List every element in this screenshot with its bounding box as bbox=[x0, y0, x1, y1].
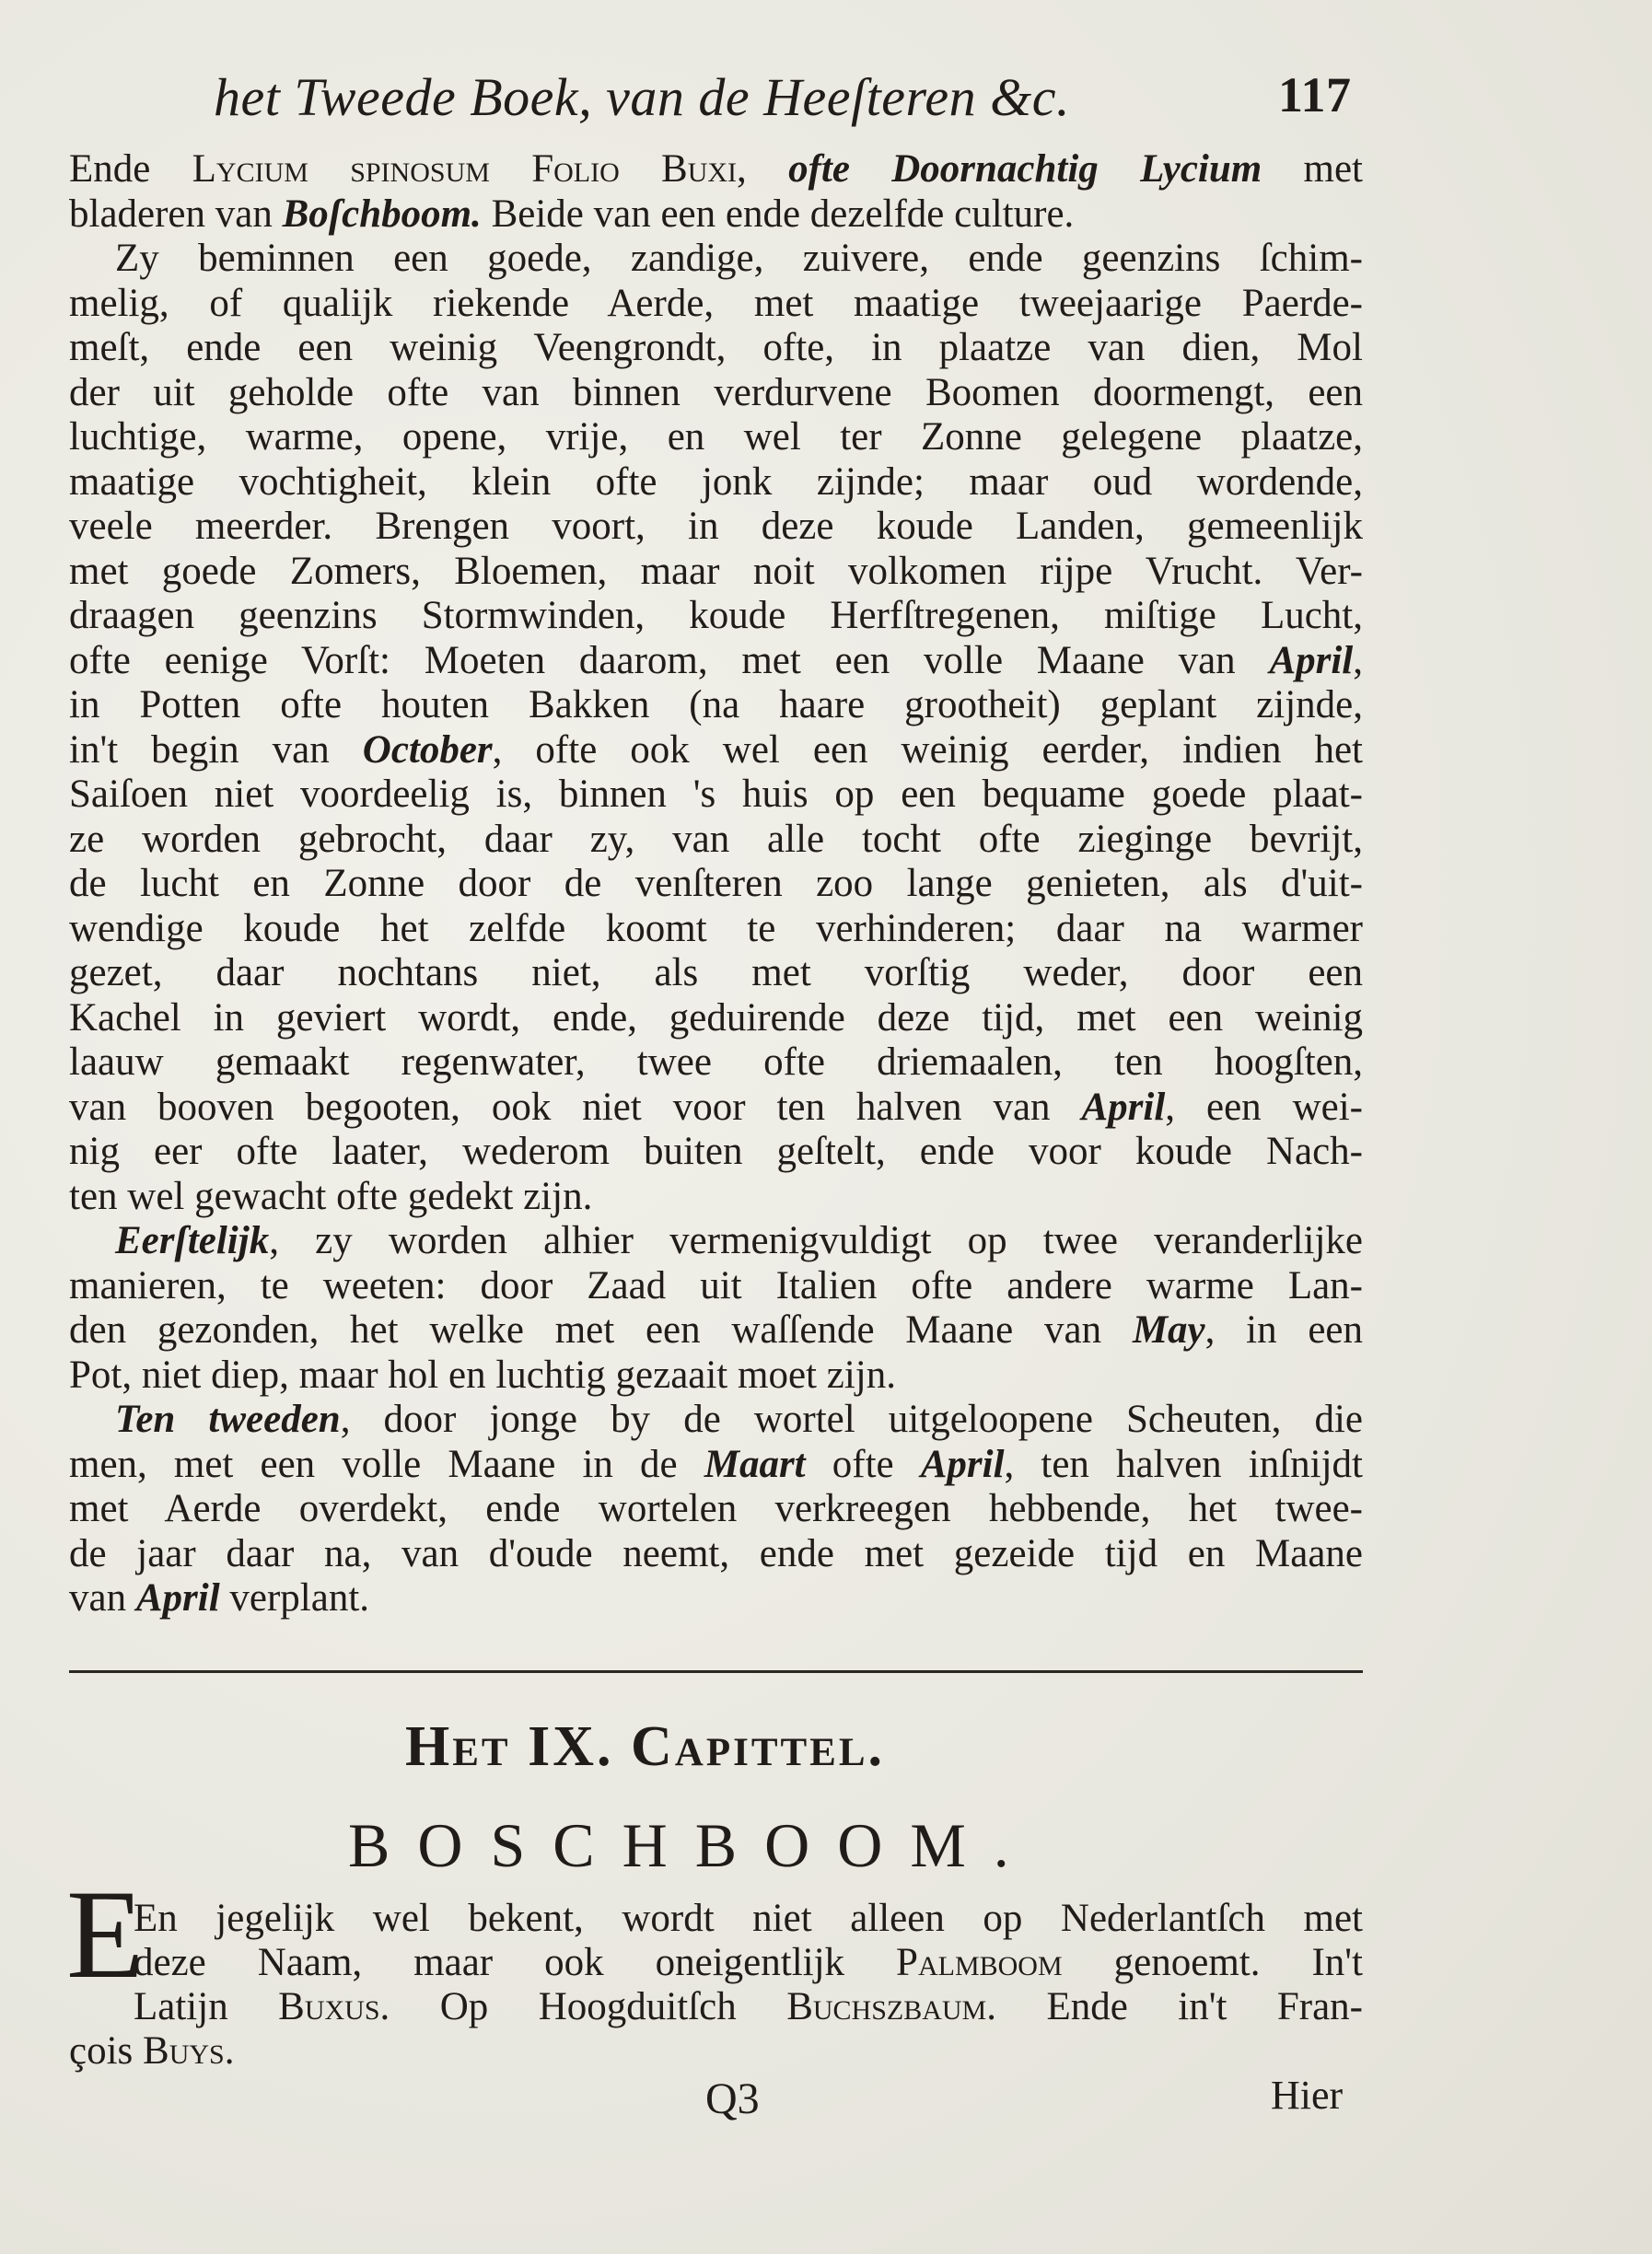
text-line bbox=[69, 862, 1363, 907]
text-segment: çois bbox=[69, 2029, 144, 2073]
text-segment: ofte eenige Vorſt: Moeten daarom, met een volle Maane van bbox=[69, 638, 1270, 682]
text-line bbox=[69, 683, 1363, 728]
text-line bbox=[69, 237, 1363, 282]
text-segment: , een wei- bbox=[1165, 1085, 1363, 1129]
italic-text: April bbox=[920, 1442, 1005, 1486]
text-segment: manieren, te weeten: door Zaad uit Italien ofte andere warme Lan- bbox=[69, 1263, 1363, 1307]
text-segment: met Aerde overdekt, ende wortelen verkreegen hebbende, het twee- bbox=[69, 1487, 1363, 1530]
text-line bbox=[69, 282, 1363, 327]
text-segment: En jegelijk wel bekent, wordt niet alleen op Nederlantſch met bbox=[134, 1897, 1363, 1940]
body-text bbox=[69, 147, 1363, 1621]
text-line bbox=[69, 1487, 1363, 1532]
italic-text: April bbox=[1269, 638, 1354, 682]
text-line bbox=[69, 1264, 1363, 1309]
text-segment: ten wel gewacht ofte gedekt zijn. bbox=[69, 1174, 593, 1218]
text-line bbox=[69, 728, 1363, 773]
text-segment: Kachel in geviert wordt, ende, geduirende deze tijd, met een weinig bbox=[69, 995, 1363, 1040]
text-segment: Beide van een ende dezelfde culture. bbox=[481, 192, 1075, 236]
text-line bbox=[69, 460, 1363, 505]
text-line bbox=[69, 1308, 1363, 1354]
text-segment: van booven begooten, ook niet voor ten halven van bbox=[69, 1085, 1082, 1129]
small-caps-text: Buchszbaum bbox=[786, 1985, 987, 2028]
text-line bbox=[69, 1130, 1363, 1175]
text-segment: den gezonden, het welke met een waſſende Maane van bbox=[69, 1308, 1133, 1352]
chapter-heading: Het IX. Capittel. bbox=[405, 1715, 886, 1778]
text-line bbox=[69, 818, 1363, 863]
text-line bbox=[69, 1532, 1363, 1577]
text-segment: . bbox=[224, 2029, 235, 2073]
italic-text: April bbox=[135, 1576, 220, 1620]
italic-text: Eerſtelijk bbox=[115, 1219, 270, 1262]
text-line bbox=[69, 371, 1363, 416]
text-segment: gezet, daar nochtans niet, als met vorſtig weder, door een bbox=[69, 951, 1363, 994]
text-segment: , zy worden alhier vermenigvuldigt op twee veranderlijke bbox=[269, 1219, 1363, 1262]
text-segment: de lucht en Zonne door de venſteren zoo lange genieten, als d'uit- bbox=[69, 862, 1363, 905]
text-line bbox=[69, 550, 1363, 595]
text-segment: . Op Hoogduitſch bbox=[379, 1985, 787, 2028]
italic-text: October bbox=[362, 727, 493, 772]
text-line bbox=[69, 415, 1363, 460]
text-segment: met bbox=[1262, 147, 1363, 191]
italic-text: Maart bbox=[704, 1442, 806, 1486]
text-segment: luchtige, warme, opene, vrije, en wel ter Zonne gelegene plaatze, bbox=[69, 415, 1363, 459]
text-segment: verplant. bbox=[219, 1576, 370, 1620]
italic-text: Ten tweeden bbox=[115, 1398, 341, 1441]
text-segment: veele meerder. Brengen voort, in deze koude Landen, gemeenlijk bbox=[69, 505, 1363, 548]
text-segment: , bbox=[737, 147, 789, 191]
text-line bbox=[69, 1576, 1363, 1621]
drop-cap: E bbox=[66, 1864, 145, 2004]
text-segment: Zy beminnen een goede, zandige, zuivere, ende geenzins ſchim- bbox=[115, 237, 1363, 280]
small-caps-text: Buxus bbox=[278, 1985, 380, 2028]
text-segment: Latijn bbox=[134, 1985, 279, 2028]
text-segment: bladeren van bbox=[69, 192, 283, 236]
intro-paragraph bbox=[69, 1897, 1363, 2074]
text-line bbox=[69, 2029, 1363, 2074]
small-caps-text: Lycium spinosum Folio Buxi bbox=[192, 147, 738, 191]
text-line bbox=[69, 1941, 1363, 1985]
text-segment: . Ende in't Fran- bbox=[986, 1985, 1363, 2028]
text-segment: Saiſoen niet voordeelig is, binnen 's huis op een bequame goede plaat- bbox=[69, 773, 1363, 816]
text-segment: in't begin van bbox=[69, 727, 363, 772]
text-line bbox=[69, 996, 1363, 1041]
text-segment: Pot, niet diep, maar hol en luchtig gezaait moet zijn. bbox=[69, 1353, 896, 1397]
signature-mark: Q3 bbox=[705, 2074, 760, 2123]
italic-text: April bbox=[1081, 1085, 1166, 1129]
text-segment: deze Naam, maar ook oneigentlijk bbox=[134, 1941, 897, 1984]
text-segment: nig eer ofte laater, wederom buiten geſtelt, ende voor koude Nach- bbox=[69, 1130, 1363, 1173]
text-segment: , in een bbox=[1204, 1308, 1363, 1352]
text-line bbox=[69, 192, 1363, 238]
small-caps-text: Palmboom bbox=[896, 1941, 1063, 1984]
page-number: 117 bbox=[1278, 67, 1352, 122]
text-line bbox=[69, 1398, 1363, 1443]
text-segment: in Potten ofte houten Bakken (na haare grootheit) geplant zijnde, bbox=[69, 683, 1363, 726]
text-line bbox=[69, 1040, 1363, 1086]
text-segment: melig, of qualijk riekende Aerde, met maatige tweejaarige Paerde- bbox=[69, 281, 1363, 325]
text-line bbox=[69, 951, 1363, 996]
text-segment: draagen geenzins Stormwinden, koude Herfſtregenen, miſtige Lucht, bbox=[69, 594, 1363, 637]
text-segment: genoemt. In't bbox=[1062, 1941, 1363, 1984]
text-line bbox=[69, 505, 1363, 550]
text-line bbox=[69, 1219, 1363, 1264]
text-line bbox=[69, 1175, 1363, 1220]
text-line bbox=[69, 147, 1363, 192]
text-line bbox=[69, 639, 1363, 684]
text-line bbox=[69, 1443, 1363, 1488]
text-segment: ze worden gebrocht, daar zy, van alle tocht ofte zieginge bevrijt, bbox=[69, 817, 1363, 861]
text-line bbox=[69, 1086, 1363, 1131]
text-segment: meſt, ende een weinig Veengrondt, ofte, in plaatze van dien, Mol bbox=[69, 326, 1363, 369]
text-segment: maatige vochtigheit, klein ofte jonk zijnde; maar oud wordende, bbox=[69, 459, 1363, 504]
text-segment: wendige koude het zelfde koomt te verhinderen; daar na warmer bbox=[69, 906, 1363, 950]
text-line bbox=[69, 907, 1363, 952]
text-segment: de jaar daar na, van d'oude neemt, ende met gezeide tijd en Maane bbox=[69, 1531, 1363, 1575]
small-caps-text: Buys bbox=[143, 2029, 225, 2073]
italic-text: ofte Doornachtig Lycium bbox=[788, 147, 1262, 191]
text-segment: , bbox=[1353, 638, 1363, 682]
catchword: Hier bbox=[1271, 2073, 1344, 2118]
italic-text: Boſchboom. bbox=[282, 192, 482, 236]
text-segment: , ofte ook wel een weinig eerder, indien het bbox=[492, 727, 1363, 772]
text-line bbox=[69, 1897, 1363, 1941]
text-line bbox=[69, 1354, 1363, 1399]
text-line bbox=[69, 326, 1363, 371]
chapter-title: BOSCHBOOM. bbox=[348, 1810, 1037, 1880]
running-title: het Tweede Boek, van de Heeſteren &c. bbox=[214, 67, 1070, 127]
text-line bbox=[69, 594, 1363, 639]
text-segment: ofte bbox=[805, 1442, 921, 1486]
text-segment: laauw gemaakt regenwater, twee ofte driemaalen, ten hoogſten, bbox=[69, 1040, 1363, 1084]
text-segment: van bbox=[69, 1576, 136, 1620]
text-segment: der uit geholde ofte van binnen verdurvene Boomen doormengt, een bbox=[69, 370, 1363, 414]
text-segment: men, met een volle Maane in de bbox=[69, 1442, 704, 1486]
text-segment: , ten halven inſnijdt bbox=[1004, 1442, 1363, 1486]
section-divider bbox=[69, 1670, 1363, 1673]
text-line bbox=[69, 773, 1363, 818]
text-segment: met goede Zomers, Bloemen, maar noit volkomen rijpe Vrucht. Ver- bbox=[69, 549, 1363, 593]
text-line bbox=[69, 1985, 1363, 2029]
text-segment: , door jonge by de wortel uitgeloopene Scheuten, die bbox=[340, 1398, 1363, 1441]
text-segment: Ende bbox=[69, 147, 192, 191]
italic-text: May bbox=[1132, 1308, 1205, 1352]
